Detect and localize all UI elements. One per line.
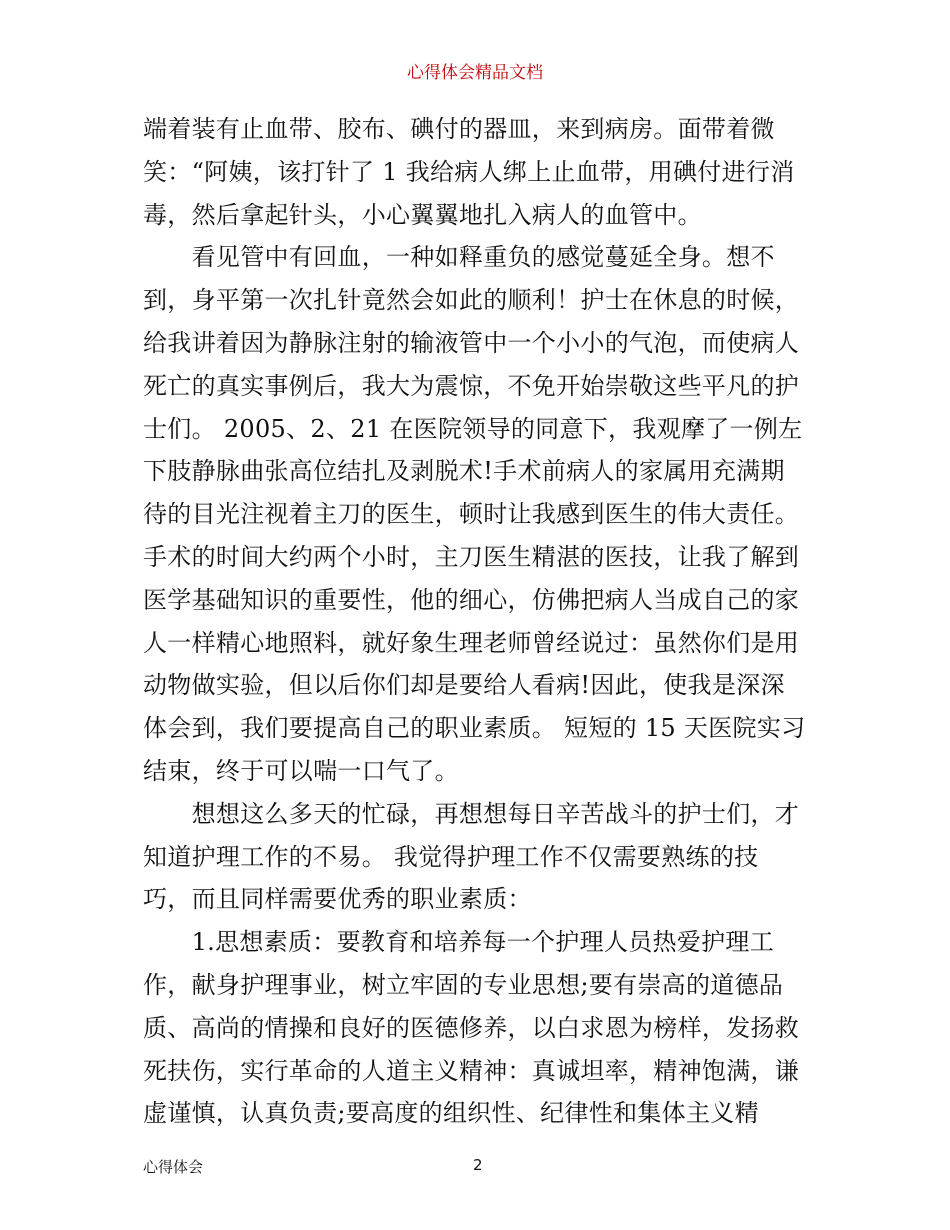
text-line: 死亡的真实事例后，我大为震惊，不免开始崇敬这些平凡的护 <box>143 371 800 400</box>
text-line: 动物做实验，但以后你们却是要给人看病!因此，使我是深深 <box>143 671 785 700</box>
page-number: 2 <box>473 1156 483 1174</box>
text-line: 人一样精心地照料，就好象生理老师曾经说过：虽然你们是用 <box>143 628 800 657</box>
text-line: 手术的时间大约两个小时，主刀医生精湛的医技，让我了解到 <box>143 542 800 571</box>
text-line: 下肢静脉曲张高位结扎及剥脱术!手术前病人的家属用充满期 <box>143 457 785 486</box>
text-line: 医学基础知识的重要性，他的细心，仿佛把病人当成自己的家 <box>143 585 800 614</box>
text-line: 作，献身护理事业，树立牢固的专业思想;要有崇高的道德品 <box>143 970 784 999</box>
page-header-title: 心得体会精品文档 <box>407 63 543 83</box>
text-line: 体会到，我们要提高自己的职业素质。 短短的 15 天医院实习 <box>143 714 806 743</box>
page-footer <box>143 1156 823 1180</box>
text-line: 给我讲着因为静脉注射的输液管中一个小小的气泡，而使病人 <box>143 328 800 357</box>
text-line: 毒，然后拿起针头，小心翼翼地扎入病人的血管中。 <box>143 200 702 229</box>
text-line: 知道护理工作的不易。 我觉得护理工作不仅需要熟练的技 <box>143 842 759 871</box>
footer-label: 心得体会 <box>143 1158 204 1176</box>
text-line: 看见管中有回血，一种如释重负的感觉蔓延全身。想不 <box>143 243 775 272</box>
text-line: 结束，终于可以喘一口气了。 <box>143 756 459 785</box>
text-line: 待的目光注视着主刀的医生，顿时让我感到医生的伟大责任。 <box>143 500 800 529</box>
text-line: 1.思想素质：要教育和培养每一个护理人员热爱护理工 <box>143 928 774 957</box>
text-line: 笑：“阿姨，该打针了 1 我给病人绑上止血带，用碘付进行消 <box>143 157 795 186</box>
text-line: 巧，而且同样需要优秀的职业素质： <box>143 885 532 914</box>
text-line: 到，身平第一次扎针竟然会如此的顺利！护士在休息的时候， <box>143 286 800 315</box>
text-line: 士们。 2005、2、21 在医院领导的同意下，我观摩了一例左 <box>143 414 803 443</box>
text-line: 端着装有止血带、胶布、碘付的器皿，来到病房。面带着微 <box>143 115 775 143</box>
document-body <box>143 108 823 1135</box>
text-line: 虚谨慎，认真负责;要高度的组织性、纪律性和集体主义精 <box>143 1099 759 1128</box>
text-line: 质、高尚的情操和良好的医德修养，以白求恩为榜样，发扬救 <box>143 1013 800 1042</box>
text-line: 想想这么多天的忙碌，再想想每日辛苦战斗的护士们，才 <box>143 799 800 828</box>
text-line: 死扶伤，实行革命的人道主义精神：真诚坦率，精神饱满，谦 <box>143 1056 800 1085</box>
